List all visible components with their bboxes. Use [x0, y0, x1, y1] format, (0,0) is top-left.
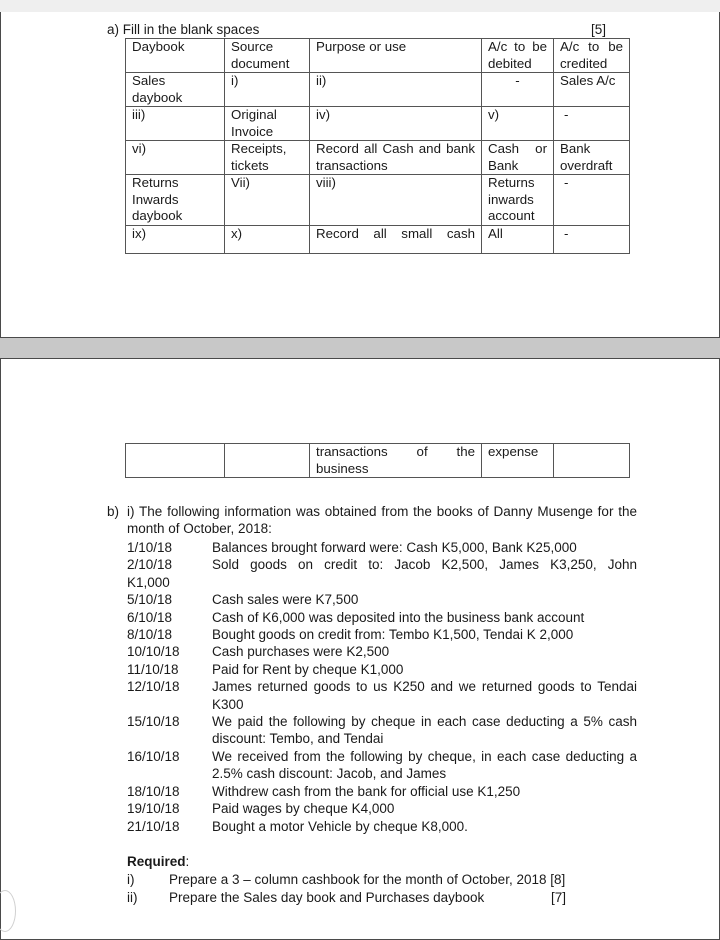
transaction-row	[127, 643, 637, 660]
table-cell	[554, 444, 630, 478]
header-cell: Source document	[225, 39, 310, 73]
required-section	[127, 853, 587, 907]
table-cell: viii)	[310, 175, 482, 226]
table-cell: Vii)	[225, 175, 310, 226]
required-colon: :	[185, 854, 190, 869]
part-b-intro	[107, 503, 637, 537]
table-cell: iii)	[126, 107, 225, 141]
table-row	[126, 73, 630, 107]
table-row	[126, 225, 630, 253]
transaction-list	[127, 539, 637, 835]
transaction-row	[127, 800, 637, 817]
transaction-row	[127, 591, 637, 608]
transaction-date: 15/10/18	[127, 714, 180, 730]
transaction-date: 12/10/18	[127, 679, 180, 695]
transaction-text: Cash sales were K7,500	[212, 592, 359, 608]
transaction-date: 5/10/18	[127, 592, 173, 608]
transaction-row	[127, 713, 637, 748]
required-title: Required	[127, 854, 186, 869]
transaction-date: 18/10/18	[127, 783, 180, 799]
table-cell: Bank overdraft	[554, 141, 630, 175]
transaction-date: 1/10/18	[127, 540, 173, 555]
table-row	[126, 107, 630, 141]
table-cell	[126, 444, 225, 478]
transaction-date: 2/10/18	[127, 557, 173, 573]
required-item-marks: [7]	[551, 890, 567, 905]
table-cell: vi)	[126, 141, 225, 175]
table-cell: All	[482, 225, 554, 253]
table-cell: Record all small cash	[310, 225, 482, 253]
transaction-text: Cash of K6,000 was deposited into the business bank account	[212, 609, 585, 625]
transaction-text: Cash purchases were K2,500	[212, 644, 390, 660]
header-cell: A/c to be credited	[554, 39, 630, 73]
transaction-text: Bought a motor Vehicle by cheque K8,000.	[212, 818, 468, 834]
required-item	[127, 871, 587, 889]
table-row	[126, 175, 630, 226]
table-cell: x)	[225, 225, 310, 253]
transaction-text: Paid for Rent by cheque K1,000	[212, 661, 404, 677]
transaction-text: We received from the following by cheque, in each case deducting a 2.5% cash discount: Jacob, and James	[212, 748, 637, 782]
transaction-date: 8/10/18	[127, 627, 173, 643]
transaction-row	[127, 626, 637, 643]
table-cell: expense	[482, 444, 554, 478]
blank-spaces-table-continued	[125, 443, 630, 478]
table-header-row	[126, 39, 630, 73]
table-cell: Sales A/c	[554, 73, 630, 107]
transaction-row	[127, 661, 637, 678]
page-gap	[0, 338, 720, 358]
required-item-text: Prepare the Sales day book and Purchases daybook	[169, 890, 485, 905]
part-b-label: b)	[107, 504, 120, 519]
table-cell: transactions of the business	[310, 444, 482, 478]
transaction-text: Sold goods on credit to: Jacob K2,500, James K3,250, John	[212, 557, 637, 573]
table-cell: Returns Inwards daybook	[126, 175, 225, 226]
transaction-text: Bought goods on credit from: Tembo K1,500, Tendai K 2,000	[212, 627, 574, 643]
part-a-heading: a) Fill in the blank spaces	[107, 22, 260, 37]
transaction-row	[127, 678, 637, 713]
transaction-date: 19/10/18	[127, 801, 180, 817]
transaction-text: K1,000	[127, 574, 170, 590]
table-row	[126, 444, 630, 478]
table-cell: v)	[482, 107, 554, 141]
blank-spaces-table	[125, 38, 630, 254]
transaction-text: We paid the following by cheque in each case deducting a 5% cash discount: Tembo, and Tendai	[212, 714, 637, 747]
table-cell: Receipts, tickets	[225, 141, 310, 175]
table-cell: -	[482, 73, 554, 107]
table-cell: ii)	[310, 73, 482, 107]
required-heading	[127, 853, 587, 871]
table-cell: i)	[225, 73, 310, 107]
table-cell: -	[554, 107, 630, 141]
transaction-row	[127, 574, 637, 591]
transaction-date: 11/10/18	[127, 661, 179, 677]
table-row	[126, 141, 630, 175]
header-cell: A/c to be debited	[482, 39, 554, 73]
table-cell: Sales daybook	[126, 73, 225, 107]
transaction-text: Paid wages by cheque K4,000	[212, 801, 395, 817]
part-b-intro-text: i) The following information was obtained from the books of Danny Musenge for the month of October, 2018:	[127, 504, 637, 536]
required-item-text: Prepare a 3 – column cashbook for the month of October, 2018 [8]	[169, 872, 566, 887]
transaction-text: Withdrew cash from the bank for official use K1,250	[212, 783, 521, 799]
transaction-row	[127, 748, 637, 783]
transaction-date: 16/10/18	[127, 748, 180, 764]
table-cell: Record all Cash and bank transactions	[310, 141, 482, 175]
table-cell: Returns inwards account	[482, 175, 554, 226]
table-cell	[225, 444, 310, 478]
table-cell: Cash or Bank	[482, 141, 554, 175]
header-cell: Purpose or use	[310, 39, 482, 73]
table-cell: iv)	[310, 107, 482, 141]
top-strip	[0, 0, 720, 12]
transaction-row	[127, 818, 637, 835]
transaction-text: Balances brought forward were: Cash K5,000, Bank K25,000	[212, 540, 577, 555]
table-cell: Original Invoice	[225, 107, 310, 141]
table-cell: -	[554, 225, 630, 253]
required-item-number: i)	[127, 872, 135, 887]
table-cell: -	[554, 175, 630, 226]
transaction-row	[127, 783, 637, 800]
transaction-date: 6/10/18	[127, 609, 173, 625]
table-cell: ix)	[126, 225, 225, 253]
header-cell: Daybook	[126, 39, 225, 73]
transaction-text: James returned goods to us K250 and we returned goods to Tendai K300	[212, 679, 637, 712]
transaction-row	[127, 609, 637, 626]
transaction-date: 10/10/18	[127, 644, 180, 660]
transaction-row	[127, 539, 637, 556]
required-item	[127, 889, 587, 907]
transaction-date: 21/10/18	[127, 818, 180, 834]
required-item-number: ii)	[127, 890, 138, 905]
part-a-marks: [5]	[591, 22, 607, 37]
transaction-row	[127, 556, 637, 573]
